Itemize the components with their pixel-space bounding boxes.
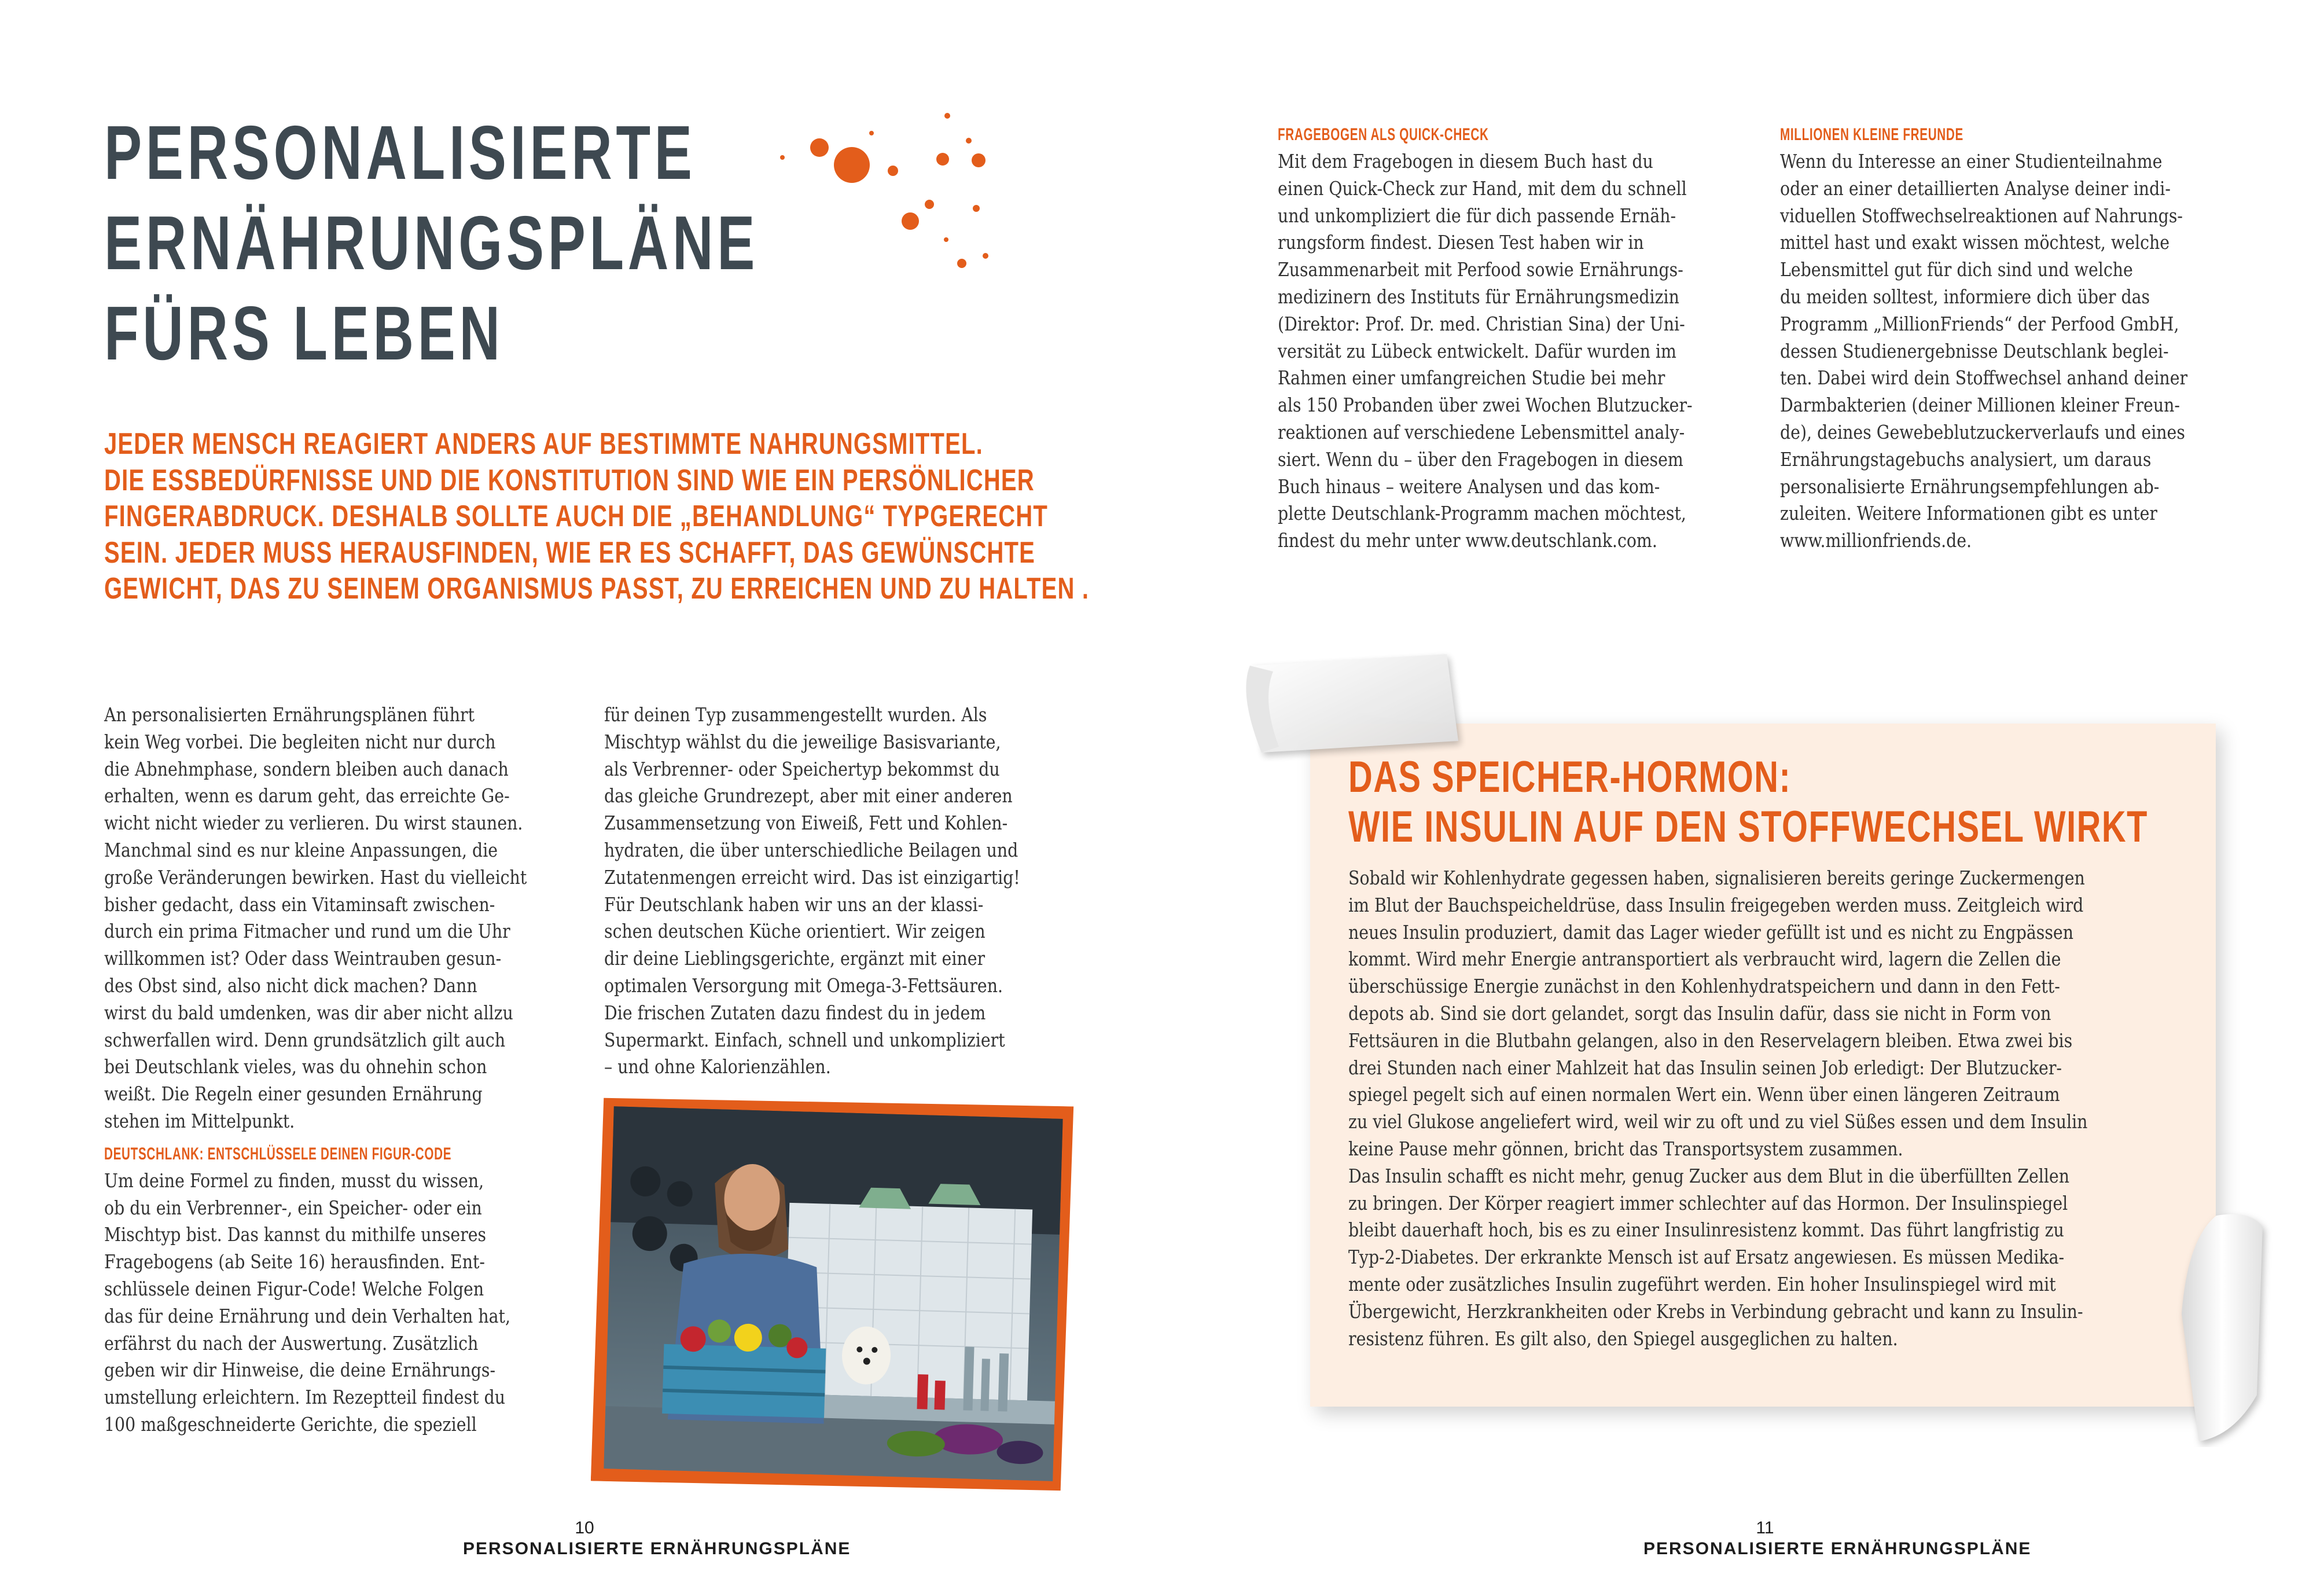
- chef-photo: [591, 1093, 1076, 1495]
- column-paragraph: [1780, 148, 2228, 555]
- text-line: Zusammensetzung von Eiweiß, Fett und Kohlen-: [604, 812, 1008, 835]
- section-heading: MILLIONEN KLEINE FREUNDE: [1780, 125, 1963, 144]
- text-line: Ernährungstagebuchs analysiert, um daraus: [1780, 447, 2152, 471]
- text-line: überschüssige Energie zunächst in den Kohlenhydratspeichern und dann in den Fett-: [1348, 975, 2060, 998]
- text-line: Darmbakterien (deiner Millionen kleiner Freun-: [1780, 394, 2180, 417]
- text-line: einen Quick-Check zur Hand, mit dem du schnell: [1278, 177, 1687, 200]
- text-line: als Verbrenner- oder Speichertyp bekommst du: [604, 757, 1000, 780]
- text-line: Manchmal sind es nur kleine Anpassungen, die: [104, 838, 498, 861]
- text-line: – und ohne Kalorienzählen.: [604, 1055, 831, 1078]
- text-line: Wenn du Interesse an einer Studienteilnahme: [1780, 150, 2163, 172]
- text-line: erfährst du nach der Auswertung. Zusätzlich: [104, 1331, 479, 1355]
- text-line: die Abnehmphase, sondern bleiben auch danach: [104, 757, 509, 780]
- box-title-line: DAS SPEICHER-HORMON:: [1348, 753, 1792, 802]
- box-text: [1348, 865, 2274, 1352]
- text-line: 100 maßgeschneiderte Gerichte, die speziell: [104, 1412, 477, 1436]
- text-line: ten. Dabei wird dein Stoffwechsel anhand deiner: [1780, 366, 2188, 390]
- box-title-line: WIE INSULIN AUF DEN STOFFWECHSEL WIRKT: [1348, 802, 2148, 851]
- tape-strip-icon: [2164, 1204, 2274, 1447]
- text-line: für deinen Typ zusammengestellt wurden. Als: [604, 703, 987, 726]
- text-line: Rahmen einer umfangreichen Studie bei mehr: [1278, 366, 1665, 390]
- column-paragraph: [604, 702, 1052, 1081]
- text-line: keine Pause mehr gönnen, bricht das Transportsystem zusammen.: [1348, 1137, 1903, 1160]
- text-line: Lebensmittel gut für dich sind und welche: [1780, 258, 2133, 281]
- footer-right: [1643, 1518, 2032, 1559]
- text-line: plette Deutschlank-Programm machen möchtest,: [1278, 502, 1686, 525]
- text-line: bei Deutschlank vieles, was du ohnehin schon: [104, 1055, 487, 1078]
- text-line: Zusammenarbeit mit Perfood sowie Ernährungs-: [1278, 258, 1683, 281]
- text-line: medizinern des Instituts für Ernährungsmedizin: [1278, 285, 1679, 308]
- column-paragraph: [104, 1168, 552, 1438]
- page-number: 11: [1756, 1518, 1774, 1537]
- text-line: mittel hast und exakt wissen möchtest, welche: [1780, 231, 2170, 254]
- text-line: de), deines Gewebeblutzuckerverlaufs und eines: [1780, 420, 2185, 443]
- box-title: [1348, 753, 2148, 852]
- body-column-2: [604, 702, 1125, 1081]
- box-paragraph: [1348, 865, 2145, 1352]
- text-line: www.millionfriends.de.: [1780, 529, 1972, 552]
- footer-left: [463, 1518, 851, 1559]
- intro-line: SEIN. JEDER MUSS HERAUSFINDEN, WIE ER ES SCHAFFT, DAS GEWÜNSCHTE: [104, 535, 1035, 570]
- page-title: [104, 108, 759, 379]
- text-line: Die frischen Zutaten dazu findest du in jedem: [604, 1001, 986, 1024]
- column-section: [104, 1141, 552, 1168]
- text-line: Mischtyp bist. Das kannst du mithilfe unseres: [104, 1223, 487, 1246]
- text-line: schwerfallen wird. Denn grundsätzlich gilt auch: [104, 1028, 506, 1051]
- column-paragraph: [104, 702, 552, 1135]
- text-line: siert. Wenn du – über den Fragebogen in diesem: [1278, 447, 1683, 471]
- text-line: bleibt dauerhaft hoch, bis es zu einer Insulinresistenz kommt. Das führt langfristig zu: [1348, 1218, 2064, 1242]
- page-number: 10: [575, 1518, 594, 1537]
- intro-line: DIE ESSBEDÜRFNISSE UND DIE KONSTITUTION SIND WIE EIN PERSÖNLICHER: [104, 463, 1035, 497]
- intro-line: GEWICHT, DAS ZU SEINEM ORGANISMUS PASST, ZU ERREICHEN UND ZU HALTEN .: [104, 572, 1090, 605]
- tape-strip-icon: [1227, 631, 1470, 764]
- section-heading: FRAGEBOGEN ALS QUICK-CHECK: [1278, 125, 1489, 144]
- text-line: geben wir dir Hinweise, die deine Ernährungs-: [104, 1359, 496, 1382]
- text-line: personalisierte Ernährungsempfehlungen ab-: [1780, 475, 2160, 498]
- text-line: viduellen Stoffwechselreaktionen auf Nahrungs-: [1780, 204, 2183, 227]
- text-line: Zutatenmengen erreicht wird. Das ist einzigartig!: [604, 865, 1020, 889]
- text-line: Fettsäuren in die Blutbahn gelangen, also in den Reservelagern bleiben. Etwa zwei bis: [1348, 1029, 2073, 1052]
- body-column-4: [1780, 122, 2301, 555]
- running-head: PERSONALISIERTE ERNÄHRUNGSPLÄNE: [1643, 1539, 2032, 1558]
- intro-line: FINGERABDRUCK. DESHALB SOLLTE AUCH DIE „BEHANDLUNG“ TYPGERECHT: [104, 500, 1048, 533]
- text-line: das für deine Ernährung und dein Verhalten hat,: [104, 1304, 510, 1327]
- text-line: depots ab. Sind sie dort gelandet, sorgt das Insulin dafür, dass sie nicht in Form von: [1348, 1001, 2051, 1025]
- text-line: drei Stunden nach einer Mahlzeit hat das Insulin seinen Job erledigt: Der Blutzucker-: [1348, 1056, 2062, 1079]
- text-line: resistenz führen. Es gilt also, den Spiegel ausgeglichen zu halten.: [1348, 1327, 1898, 1350]
- text-line: große Veränderungen bewirken. Hast du vielleicht: [104, 865, 527, 889]
- running-head: PERSONALISIERTE ERNÄHRUNGSPLÄNE: [463, 1539, 851, 1558]
- text-line: wicht nicht wieder zu verlieren. Du wirst staunen.: [104, 812, 523, 835]
- text-line: zuleiten. Weitere Informationen gibt es unter: [1780, 502, 2157, 525]
- paint-splatter-icon: [764, 93, 1065, 278]
- text-line: Um deine Formel zu finden, musst du wissen,: [104, 1169, 484, 1192]
- text-line: Sobald wir Kohlenhydrate gegessen haben, signalisieren bereits geringe Zuckermengen: [1348, 867, 2085, 889]
- text-line: Mit dem Fragebogen in diesem Buch hast du: [1278, 150, 1653, 172]
- body-column-3: [1278, 122, 1799, 555]
- text-line: das gleiche Grundrezept, aber mit einer anderen: [604, 784, 1013, 807]
- text-line: optimalen Versorgung mit Omega-3-Fettsäuren.: [604, 974, 1003, 997]
- text-line: kommt. Wird mehr Energie antransportiert als verbraucht wird, lagern die Zellen die: [1348, 948, 2061, 971]
- text-line: findest du mehr unter www.deutschlank.com.: [1278, 529, 1657, 552]
- text-line: oder an einer detaillierten Analyse deiner indi-: [1780, 177, 2171, 200]
- column-section: [1780, 122, 2228, 148]
- text-line: zu viel Glukose angeliefert wird, weil wir zu oft und zu viel Süßes essen und dem Insulin: [1348, 1110, 2088, 1133]
- text-line: als 150 Probanden über zwei Wochen Blutzucker-: [1278, 394, 1693, 417]
- text-line: kein Weg vorbei. Die begleiten nicht nur durch: [104, 730, 496, 753]
- text-line: stehen im Mittelpunkt.: [104, 1109, 295, 1132]
- text-line: hydraten, die über unterschiedliche Beilagen und: [604, 838, 1018, 861]
- text-line: du meiden solltest, informiere dich über das: [1780, 285, 2150, 308]
- title-line: FÜRS LEBEN: [104, 291, 504, 376]
- column-section: [1278, 122, 1726, 148]
- title-line: PERSONALISIERTE: [104, 110, 696, 195]
- text-line: mente oder zusätzliches Insulin zugeführt werden. Ein hoher Insulinspiegel wird mit: [1348, 1272, 2056, 1295]
- text-line: reaktionen auf verschiedene Lebensmittel analy-: [1278, 420, 1685, 443]
- intro-line: JEDER MENSCH REAGIERT ANDERS AUF BESTIMMTE NAHRUNGSMITTEL.: [104, 427, 983, 461]
- text-line: erhalten, wenn es darum geht, das erreichte Ge-: [104, 784, 510, 807]
- text-line: Programm „MillionFriends“ der Perfood GmbH,: [1780, 312, 2179, 335]
- text-line: Übergewicht, Herzkrankheiten oder Krebs in Verbindung gebracht und kann zu Insulin-: [1348, 1300, 2083, 1323]
- text-line: zu bringen. Der Körper reagiert immer schlechter auf das Hormon. Der Insulinspiegel: [1348, 1191, 2068, 1214]
- text-line: An personalisierten Ernährungsplänen führt: [104, 703, 475, 726]
- text-line: Supermarkt. Einfach, schnell und unkompliziert: [604, 1028, 1005, 1051]
- text-line: willkommen ist? Oder dass Weintrauben gesun-: [104, 947, 502, 970]
- text-line: Fragebogens (ab Seite 16) herausfinden. Ent-: [104, 1250, 486, 1273]
- section-heading: DEUTSCHLANK: ENTSCHLÜSSELE DEINEN FIGUR-CODE: [104, 1144, 452, 1163]
- text-line: bisher gedacht, dass ein Vitaminsaft zwischen-: [104, 893, 495, 916]
- text-line: im Blut der Bauchspeicheldrüse, dass Insulin freigegeben werden muss. Zeitgleich wird: [1348, 893, 2084, 916]
- text-line: Mischtyp wählst du die jeweilige Basisvariante,: [604, 730, 1001, 753]
- text-line: des Obst sind, also nicht dick machen? Dann: [104, 974, 477, 997]
- text-line: (Direktor: Prof. Dr. med. Christian Sina) der Uni-: [1278, 312, 1685, 335]
- text-line: Das Insulin schafft es nicht mehr, genug Zucker aus dem Blut in die überfüllten Zellen: [1348, 1164, 2070, 1187]
- text-line: wirst du bald umdenken, was dir aber nicht allzu: [104, 1001, 513, 1024]
- text-line: neues Insulin produziert, damit das Lager wieder gefüllt ist und es nicht zu Engpässen: [1348, 920, 2073, 944]
- text-line: dir deine Lieblingsgerichte, ergänzt mit einer: [604, 947, 986, 970]
- text-line: dessen Studienergebnisse Deutschlank beglei-: [1780, 339, 2169, 362]
- text-line: Buch hinaus – weitere Analysen und das kom-: [1278, 475, 1660, 498]
- text-line: umstellung erleichtern. Im Rezeptteil findest du: [104, 1386, 506, 1409]
- text-line: Typ-2-Diabetes. Der erkrankte Mensch ist auf Ersatz angewiesen. Es müssen Medika-: [1348, 1246, 2065, 1269]
- intro-text: [104, 426, 1090, 607]
- text-line: weißt. Die Regeln einer gesunden Ernährung: [104, 1082, 483, 1106]
- title-line: ERNÄHRUNGSPLÄNE: [104, 200, 759, 285]
- body-column-1: [104, 702, 625, 1438]
- text-line: schlüssele deinen Figur-Code! Welche Folgen: [104, 1277, 484, 1300]
- text-line: schen deutschen Küche orientiert. Wir zeigen: [604, 920, 986, 943]
- text-line: ob du ein Verbrenner-, ein Speicher- oder ein: [104, 1196, 482, 1219]
- text-line: versität zu Lübeck entwickelt. Dafür wurden im: [1278, 339, 1676, 362]
- text-line: durch ein prima Fitmacher und rund um die Uhr: [104, 920, 510, 943]
- text-line: spiegel pegelt sich auf einen normalen Wert ein. Wenn über einen längeren Zeitraum: [1348, 1083, 2060, 1106]
- column-paragraph: [1278, 148, 1726, 555]
- text-line: rungsform findest. Diesen Test haben wir in: [1278, 231, 1644, 254]
- text-line: und unkompliziert die für dich passende Ernäh-: [1278, 204, 1676, 227]
- text-line: Für Deutschlank haben wir uns an der klassi-: [604, 893, 984, 916]
